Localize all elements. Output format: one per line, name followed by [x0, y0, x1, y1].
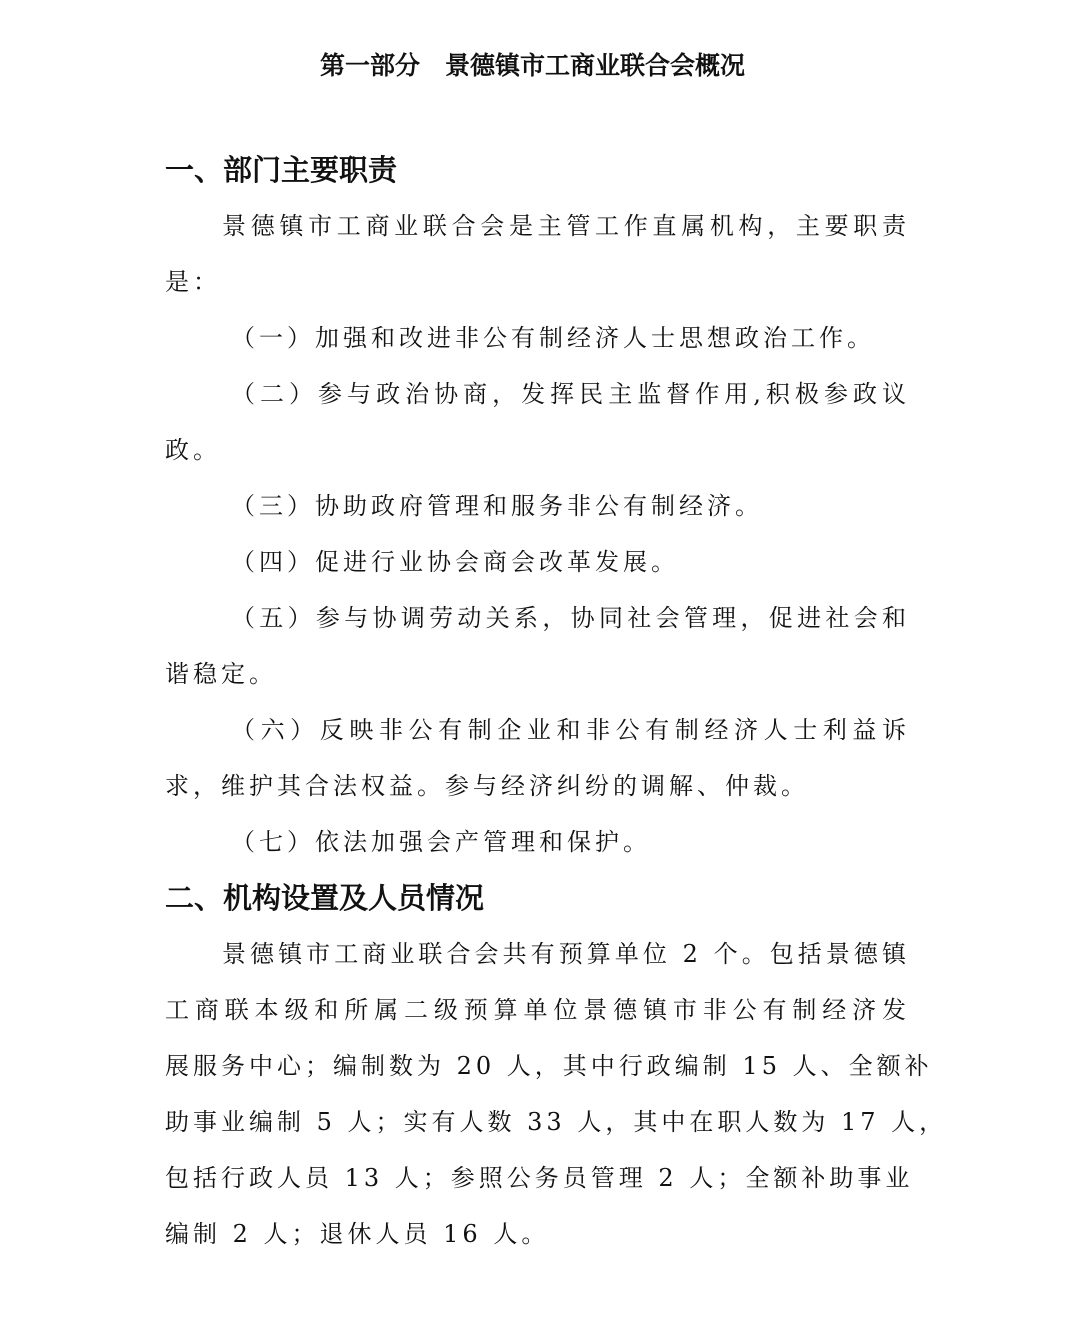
paragraph-line: 景德镇市工商业联合会共有预算单位 2 个。包括景德镇 — [222, 940, 910, 968]
section-heading: 一、部门主要职责 — [165, 153, 398, 187]
list-item: （三）协助政府管理和服务非公有制经济。 — [231, 492, 763, 520]
paragraph-line: 景德镇市工商业联合会是主管工作直属机构，主要职责 — [222, 212, 910, 240]
paragraph-line: 编制 2 人；退休人员 16 人。 — [165, 1220, 550, 1248]
paragraph-line: 包括行政人员 13 人；参照公务员管理 2 人；全额补助事业 — [165, 1164, 914, 1192]
list-item: （七）依法加强会产管理和保护。 — [231, 828, 651, 856]
section-heading: 二、机构设置及人员情况 — [165, 881, 485, 915]
list-item: （一）加强和改进非公有制经济人士思想政治工作。 — [231, 324, 875, 352]
list-item: （二）参与政治协商，发挥民主监督作用,积极参政议 — [231, 380, 910, 408]
paragraph-line: 展服务中心；编制数为 20 人，其中行政编制 15 人、全额补 — [165, 1052, 933, 1080]
paragraph-line: 是： — [165, 268, 221, 296]
paragraph-line: 助事业编制 5 人；实有人数 33 人，其中在职人数为 17 人， — [165, 1108, 948, 1136]
list-item: （五）参与协调劳动关系，协同社会管理，促进社会和 — [231, 604, 910, 632]
paragraph-line: 工商联本级和所属二级预算单位景德镇市非公有制经济发 — [165, 996, 910, 1024]
document-page — [165, 38, 948, 1262]
list-item-continuation: 政。 — [165, 436, 221, 464]
page-title: 第一部分 景德镇市工商业联合会概况 — [319, 51, 745, 80]
list-item-continuation: 谐稳定。 — [165, 660, 277, 688]
list-item: （六）反映非公有制企业和非公有制经济人士利益诉 — [231, 716, 910, 744]
list-item-continuation: 求，维护其合法权益。参与经济纠纷的调解、仲裁。 — [165, 772, 809, 800]
list-item: （四）促进行业协会商会改革发展。 — [231, 548, 679, 576]
